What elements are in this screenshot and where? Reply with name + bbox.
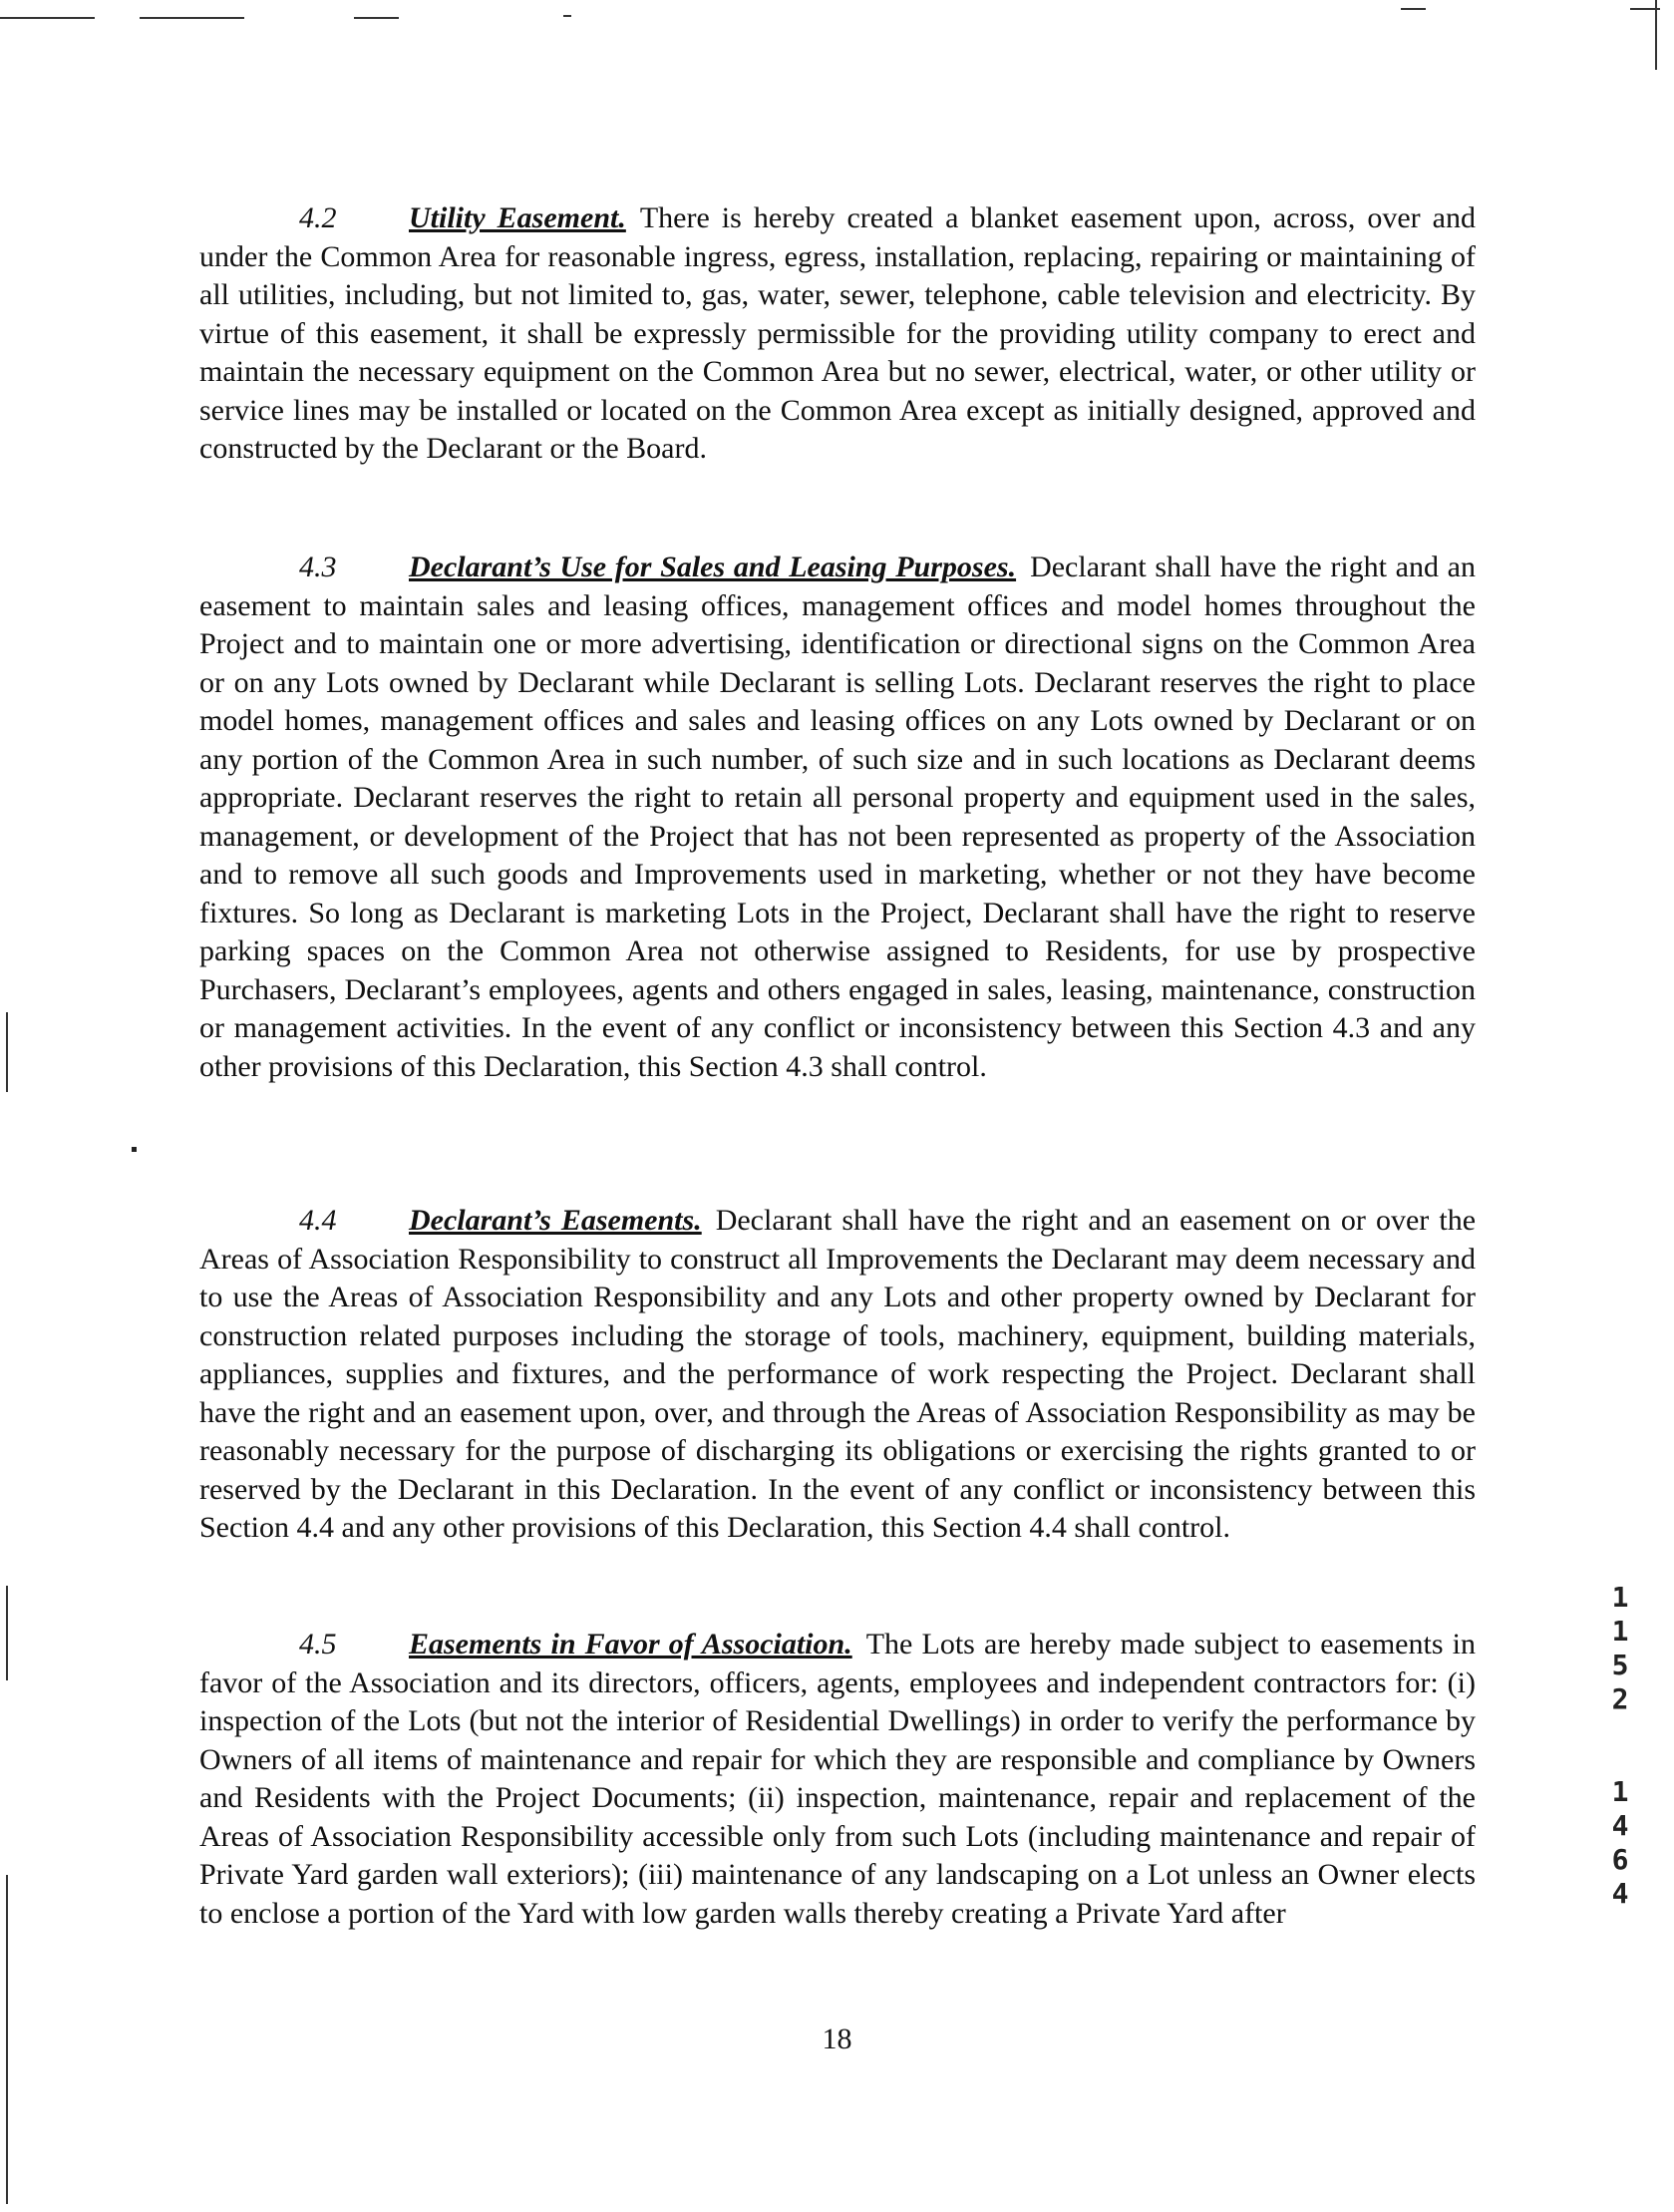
section-4-4 xyxy=(199,1202,1476,1548)
scan-dot xyxy=(132,1147,137,1152)
recording-digit: 4 xyxy=(1611,1877,1629,1910)
section-heading: Utility Easement. xyxy=(409,201,626,234)
scan-artifact-line xyxy=(0,17,95,19)
section-body: Declarant shall have the right and an easement to maintain sales and leasing offices, management offices and model homes throughout the Project and to maintain one or more advertising, identification or directional signs on the Common Area or on any Lots owned by Declarant while Declarant is selling Lots. Declarant reserves the right to place model homes, management offices and sales and leasing offices on any Lots owned by Declarant or on any portion of the Common Area in such number, of such size and in such locations as Declarant deems appropriate. Declarant reserves the right to retain all personal property and equipment used in the sales, management, or development of the Project that has not been represented as property of the Association and to remove all such goods and Improvements used in marketing, whether or not they have become fixtures. So long as Declarant is marketing Lots in the Project, Declarant shall have the right to reserve parking spaces on the Common Area not otherwise assigned to Residents, for use by prospective Purchasers, Declarant’s employees, agents and others engaged in sales, leasing, maintenance, construction or management activities. In the event of any conflict or inconsistency between this Section 4.3 and any other provisions of this Declaration, this Section 4.3 shall control. xyxy=(199,551,1476,1083)
scan-artifact-line xyxy=(354,17,399,19)
recording-digit: 5 xyxy=(1611,1649,1629,1681)
section-body: Declarant shall have the right and an easement on or over the Areas of Association Responsibility to construct all Improvements the Declarant may deem necessary and to use the Areas of Association Responsibility and any Lots and other property owned by Declarant for construction related purposes including the storage of tools, machinery, equipment, building materials, appliances, supplies and fixtures, and the performance of work respecting the Project. Declarant shall have the right and an easement upon, over, and through the Areas of Association Responsibility as may be reasonably necessary for the purpose of discharging its obligations or exercising the rights granted to or reserved by the Declarant in this Declaration. In the event of any conflict or inconsistency between this Section 4.4 and any other provisions of this Declaration, this Section 4.4 shall control. xyxy=(199,1204,1477,1544)
section-heading: Declarant’s Easements. xyxy=(409,1204,702,1237)
margin-scan-line xyxy=(6,1012,8,1092)
section-heading: Declarant’s Use for Sales and Leasing Purposes. xyxy=(409,551,1017,583)
recording-digit: 1 xyxy=(1611,1581,1629,1614)
section-4-2 xyxy=(199,199,1476,469)
margin-scan-line xyxy=(6,1586,8,1680)
section-body: The Lots are hereby made subject to easements in favor of the Association and its directors, officers, agents, employees and independent contractors for: (i) inspection of the Lots (but not the interior of Residential Dwellings) in order to verify the performance by Owners of all items of maintenance and repair for which they are responsible and compliance by Owners and Residents with the Project Documents; (ii) inspection, maintenance, repair and replacement of the Areas of Association Responsibility accessible only from such Lots (including maintenance and repair of Private Yard garden wall exteriors); (iii) maintenance of any landscaping on a Lot unless an Owner elects to enclose a portion of the Yard with low garden walls thereby creating a Private Yard after xyxy=(199,1628,1476,1930)
recording-page-number xyxy=(1605,1775,1635,1911)
section-4-3 xyxy=(199,549,1476,1086)
recording-digit: 2 xyxy=(1611,1682,1629,1715)
scan-artifact-line xyxy=(1401,8,1426,10)
scan-artifact-line xyxy=(563,15,571,17)
recording-digit: 6 xyxy=(1611,1843,1629,1876)
section-number: 4.3 xyxy=(299,551,337,583)
scan-artifact-line xyxy=(1655,0,1657,70)
section-4-5 xyxy=(199,1626,1476,1933)
section-number: 4.5 xyxy=(299,1628,337,1660)
recording-digit: 4 xyxy=(1611,1809,1629,1842)
scan-artifact-line xyxy=(140,17,244,19)
recording-digit: 1 xyxy=(1611,1615,1629,1648)
section-number: 4.2 xyxy=(299,201,337,234)
recording-book-number xyxy=(1605,1581,1635,1716)
recording-digit: 1 xyxy=(1611,1775,1629,1808)
section-number: 4.4 xyxy=(299,1204,337,1237)
page-number: 18 xyxy=(822,2023,852,2055)
section-body: There is hereby created a blanket easement upon, across, over and under the Common Area for reasonable ingress, egress, installation, replacing, repairing or maintaining of all utilities, including, but not limited to, gas, water, sewer, telephone, cable television and electricity. By virtue of this easement, it shall be expressly permissible for the providing utility company to erect and maintain the necessary equipment on the Common Area but no sewer, electrical, water, or other utility or service lines may be installed or located on the Common Area except as initially designed, approved and constructed by the Declarant or the Board. xyxy=(199,201,1476,465)
section-heading: Easements in Favor of Association. xyxy=(409,1628,852,1660)
